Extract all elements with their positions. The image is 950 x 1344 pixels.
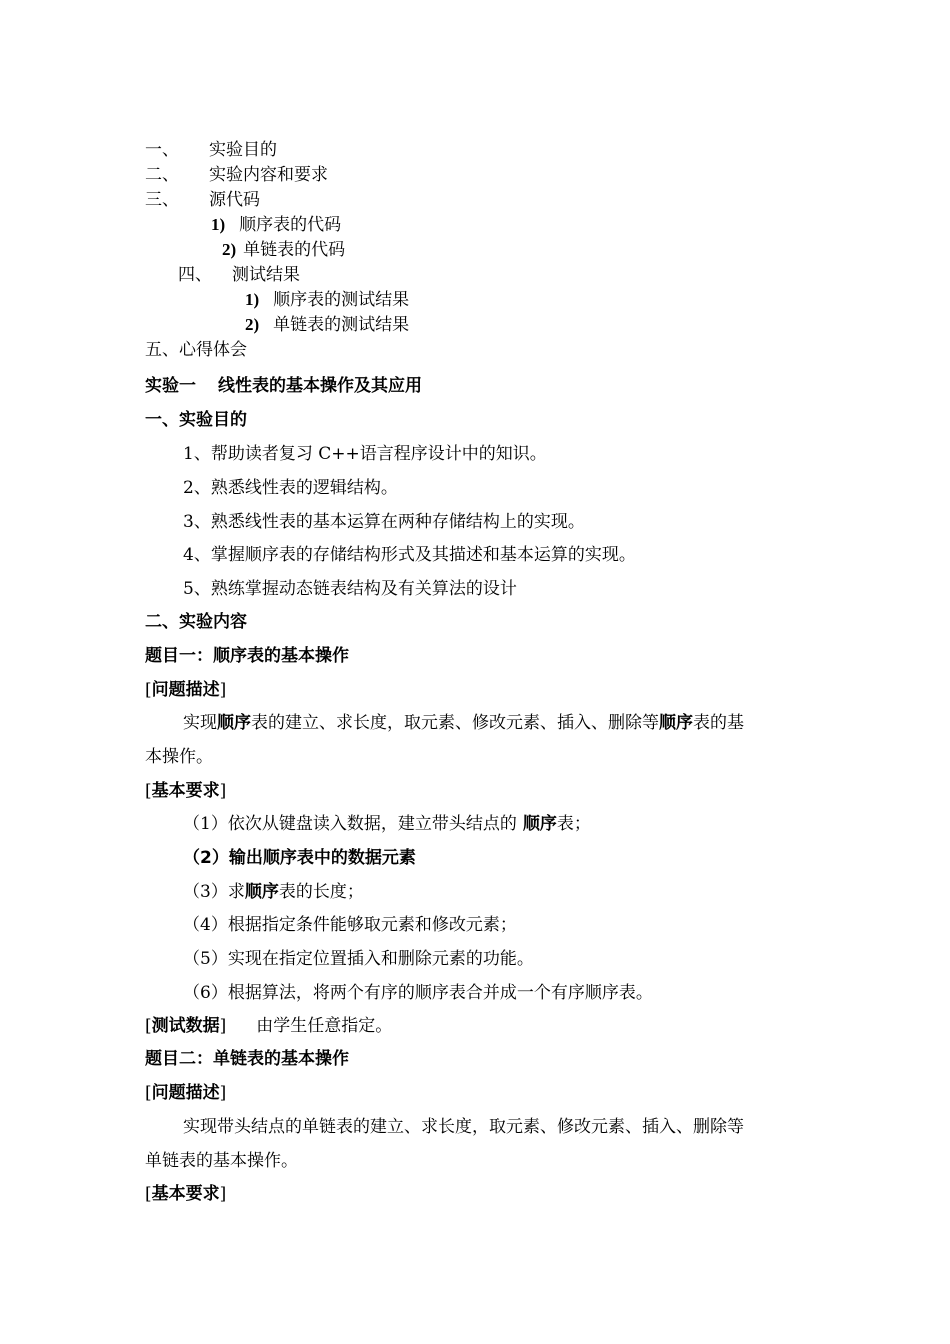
topic-1-requirements-label-text: 基本要求 [151,781,220,801]
requirement-1: （1）依次从键盘读入数据，建立带头结点的 顺序表； [183,814,591,834]
toc-item-1-text: 实验目的 [209,140,277,160]
objective-item-5: 5、熟练掌握动态链表结构及有关算法的设计 [183,579,517,599]
toc-item-4-1-text: 顺序表的测试结果 [273,290,410,310]
toc-item-4-1 [245,288,409,312]
objective-item-1: 1、帮助读者复习 C++语言程序设计中的知识。 [183,444,547,464]
toc-item-4-2 [245,313,409,337]
topic-2-requirements-label-text: 基本要求 [151,1184,220,1204]
requirement-2: （2）输出顺序表中的数据元素 [183,848,416,868]
section-1-heading: 一、实验目的 [145,410,247,430]
page-title [145,374,422,398]
requirement-4: （4）根据指定条件能够取元素和修改元素； [183,915,517,935]
topic-1-description-line-1: 实现顺序表的建立、求长度，取元素、修改元素、插入、删除等顺序表的基 [183,713,744,733]
toc-item-3-1-number: 1) [211,215,226,234]
requirement-5: （5）实现在指定位置插入和删除元素的功能。 [183,949,534,969]
page-title-text: 线性表的基本操作及其应用 [218,376,422,396]
objective-item-4: 4、掌握顺序表的存储结构形式及其描述和基本运算的实现。 [183,545,636,565]
toc-item-3-text: 源代码 [209,190,260,210]
toc-item-3 [145,188,260,212]
toc-item-4 [178,263,300,287]
topic-1-description-line-2: 本操作。 [145,747,213,767]
toc-item-4-text: 测试结果 [232,265,300,285]
toc-item-2-number: 二、 [145,165,179,185]
topic-1-problem-label: [问题描述] [145,680,227,700]
page-title-prefix: 实验一 [145,376,196,396]
objective-item-2: 2、熟悉线性表的逻辑结构。 [183,478,398,498]
topic-2-problem-label: [问题描述] [145,1083,227,1103]
topic-2-requirements-label: [基本要求] [145,1184,227,1204]
requirement-3: （3）求顺序表的长度； [183,882,364,902]
topic-1-test-data-text: 由学生任意指定。 [256,1016,393,1036]
topic-1-requirements-label: [基本要求] [145,781,227,801]
toc-item-3-1-text: 顺序表的代码 [239,215,342,235]
toc-item-4-number: 四、 [178,265,212,285]
topic-2-description-line-1: 实现带头结点的单链表的建立、求长度，取元素、修改元素、插入、删除等 [183,1117,744,1137]
objective-item-3: 3、熟悉线性表的基本运算在两种存储结构上的实现。 [183,512,585,532]
topic-2-title: 题目二：单链表的基本操作 [145,1049,349,1069]
topic-2-description-line-2: 单链表的基本操作。 [145,1151,298,1171]
toc-item-2 [145,163,328,187]
topic-1-problem-label-text: 问题描述 [151,680,220,700]
toc-item-4-1-number: 1) [245,290,260,309]
section-2-heading: 二、实验内容 [145,612,247,632]
toc-item-3-1 [211,213,341,237]
topic-1-title: 题目一：顺序表的基本操作 [145,646,349,666]
toc-item-3-2-number: 2) [222,240,237,259]
toc-item-3-2 [222,238,345,262]
topic-2-problem-label-text: 问题描述 [151,1083,220,1103]
toc-item-1-number: 一、 [145,140,179,160]
toc-item-3-number: 三、 [145,190,179,210]
toc-item-2-text: 实验内容和要求 [209,165,328,185]
requirement-6: （6）根据算法，将两个有序的顺序表合并成一个有序顺序表。 [183,983,653,1003]
toc-item-3-2-text: 单链表的代码 [243,240,346,260]
toc-item-5: 五、心得体会 [145,340,247,360]
topic-1-test-data: [测试数据] 由学生任意指定。 [145,1016,393,1036]
toc-item-4-2-number: 2) [245,315,260,334]
toc-item-1 [145,138,277,162]
topic-1-test-data-label: 测试数据 [151,1016,220,1036]
toc-item-4-2-text: 单链表的测试结果 [273,315,410,335]
